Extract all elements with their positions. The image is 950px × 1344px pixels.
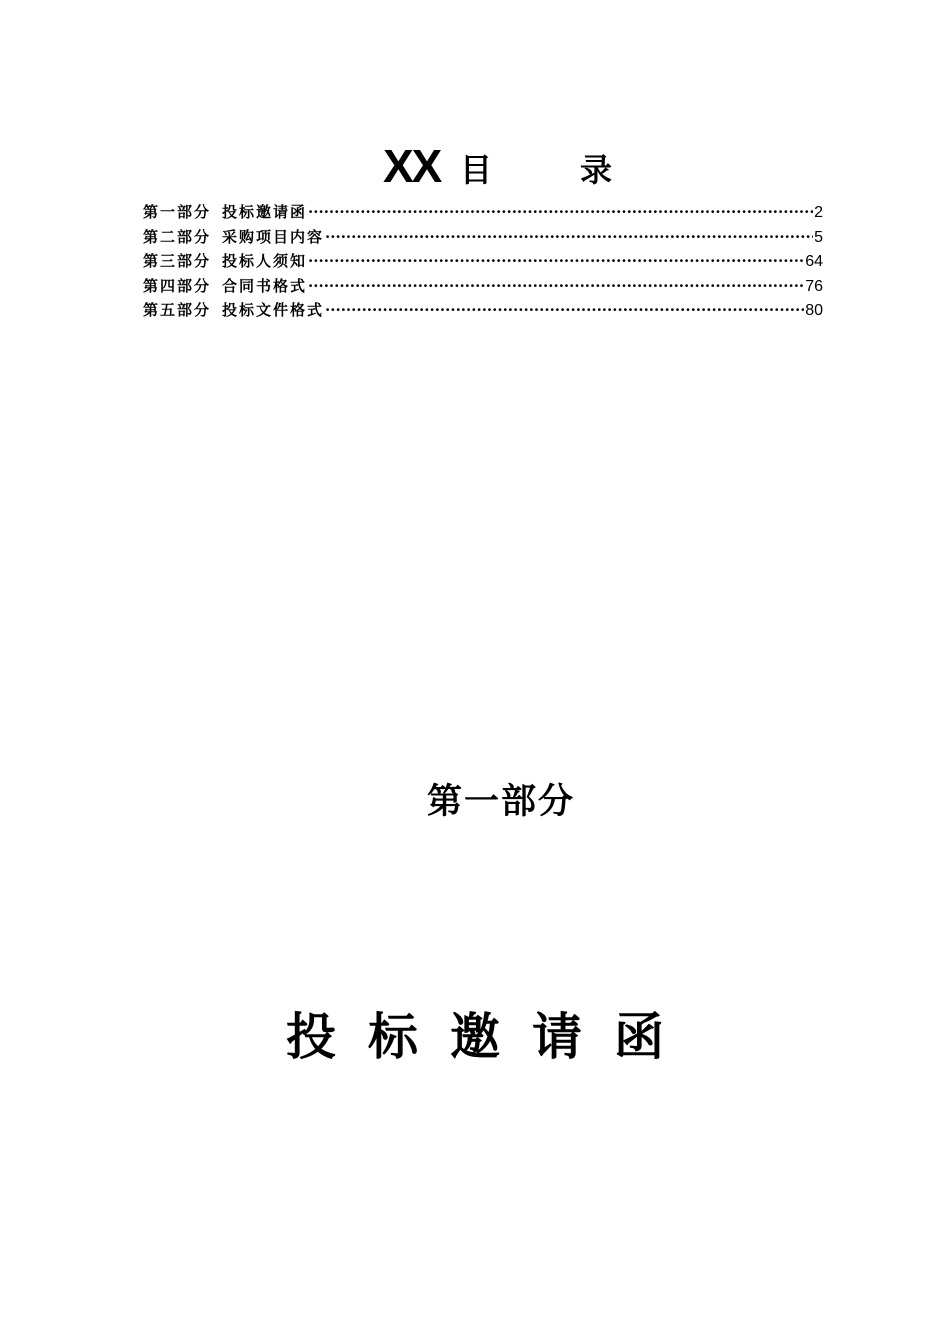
part-heading: 第一部分 [426, 781, 575, 822]
toc-entry-page: 64 [805, 253, 823, 270]
toc-entry-part: 第五部分 [143, 301, 212, 319]
toc-entry[interactable] [143, 249, 823, 274]
toc-entry-name: 投标邀请函 [222, 203, 308, 221]
toc-dot-leader [325, 225, 813, 250]
toc-entry-name: 投标人须知 [222, 252, 308, 270]
toc-title [0, 140, 950, 196]
toc-entry-page: 80 [805, 302, 823, 319]
toc-entry-part: 第四部分 [143, 276, 212, 295]
toc-entry-name: 合同书格式 [222, 276, 308, 295]
toc-entry-name: 投标文件格式 [222, 301, 325, 319]
toc-dot-leader [308, 249, 804, 274]
toc-entry[interactable] [143, 225, 823, 250]
toc-dot-leader [325, 298, 804, 323]
toc-entry-part: 第三部分 [143, 252, 212, 270]
toc-entry-page: 2 [814, 204, 823, 221]
toc-entry-part: 第二部分 [143, 227, 212, 246]
section-heading: 投标邀请函 [286, 1007, 696, 1066]
toc-entry-page: 5 [814, 228, 823, 246]
toc-title-prefix: XX [383, 140, 441, 192]
toc-entry[interactable] [143, 200, 823, 225]
toc-dot-leader [308, 274, 804, 299]
toc-entry[interactable] [143, 274, 823, 299]
toc-entry-name: 采购项目内容 [222, 227, 325, 246]
table-of-contents [143, 200, 823, 323]
toc-dot-leader [308, 200, 813, 225]
toc-title-word-2: 录 [580, 151, 613, 189]
toc-entry-part: 第一部分 [143, 203, 212, 221]
toc-entry[interactable] [143, 298, 823, 323]
toc-title-word-1: 目 [460, 151, 493, 189]
toc-entry-page: 76 [805, 277, 823, 295]
